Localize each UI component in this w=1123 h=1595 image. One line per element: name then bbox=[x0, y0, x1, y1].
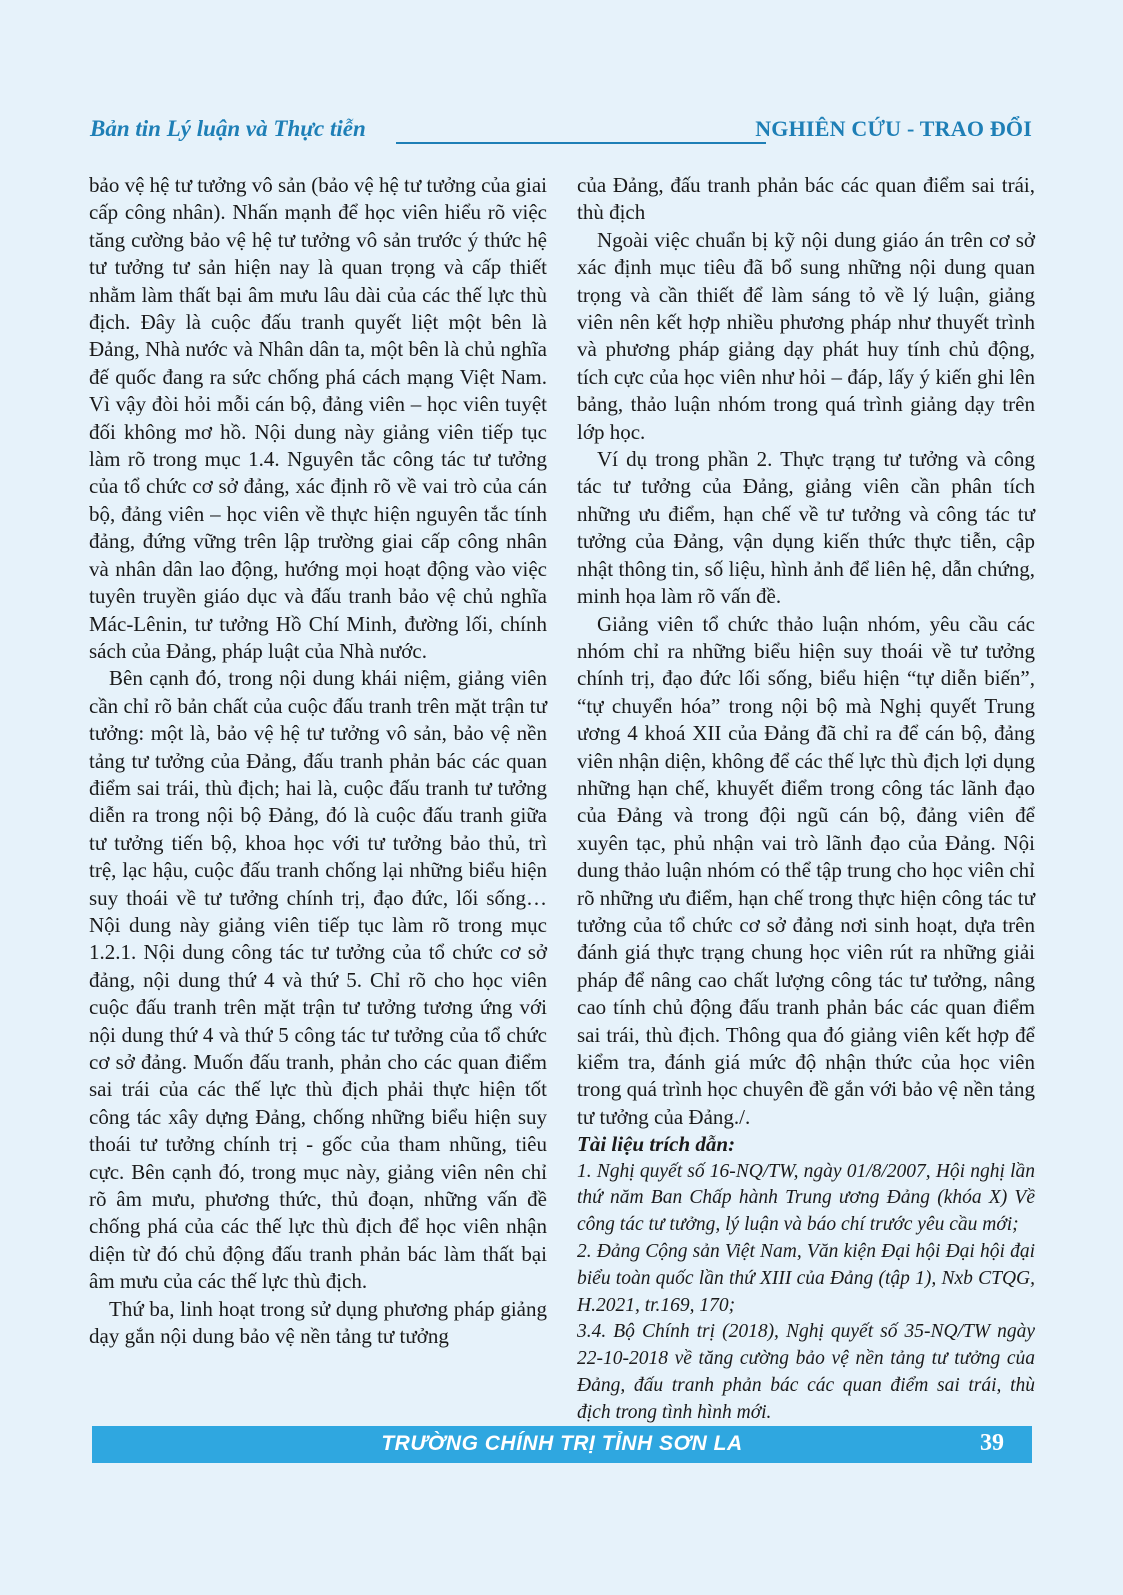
left-paragraph-1: bảo vệ hệ tư tưởng vô sản (bảo vệ hệ tư tưởng của giai cấp công nhân). Nhấn mạnh để học viên hiểu rõ việc tăng cường bảo vệ hệ tư tưởng vô sản trước ý thức hệ tư tưởng tư sản hiện nay là quan trọng và cấp thiết nhằm làm thất bại âm mưu lâu dài của các thế lực thù địch. Đây là cuộc đấu tranh quyết liệt một bên là Đảng, Nhà nước và Nhân dân ta, một bên là chủ nghĩa đế quốc đang ra sức chống phá cách mạng Việt Nam. Vì vậy đòi hỏi mỗi cán bộ, đảng viên – học viên tuyệt đối không mơ hồ. Nội dung này giảng viên tiếp tục làm rõ trong mục 1.4. Nguyên tắc công tác tư tưởng của tổ chức cơ sở đảng, xác định rõ về vai trò của cán bộ, đảng viên – học viên về thực hiện nguyên tắc tính đảng, đứng vững trên lập trường giai cấp công nhân và nhân dân lao động, hướng mọi hoạt động vào việc tuyên truyền giáo dục và đấu tranh bảo vệ chủ nghĩa Mác-Lênin, tư tưởng Hồ Chí Minh, đường lối, chính sách của Đảng, pháp luật của Nhà nước. bbox=[89, 173, 547, 663]
page-header bbox=[90, 112, 1032, 146]
left-paragraph-2: Bên cạnh đó, trong nội dung khái niệm, giảng viên cần chỉ rõ bản chất của cuộc đấu tranh trên mặt trận tư tưởng: một là, bảo vệ hệ tư tưởng vô sản, bảo vệ nền tảng tư tưởng của Đảng, đấu tranh phản bác các quan điểm sai trái, thù địch; hai là, cuộc đấu tranh tư tưởng diễn ra trong nội bộ Đảng, đó là cuộc đấu tranh giữa tư tưởng tiến bộ, khoa học với tư tưởng bảo thủ, trì trệ, lạc hậu, cuộc đấu tranh chống lại những biểu hiện suy thoái về tư tưởng chính trị, đạo đức, lối sống… Nội dung này giảng viên tiếp tục làm rõ trong mục 1.2.1. Nội dung công tác tư tưởng của tổ chức cơ sở đảng, nội dung thứ 4 và thứ 5. Chỉ rõ cho học viên cuộc đấu tranh trên mặt trận tư tưởng tương ứng với nội dung thứ 4 và thứ 5 công tác tư tưởng của tổ chức cơ sở đảng. Muốn đấu tranh, phản cho các quan điểm sai trái của các thế lực thù địch phải thực hiện tốt công tác xây dựng Đảng, chống những biểu hiện suy thoái tư tưởng chính trị - gốc của tham nhũng, tiêu cực. Bên cạnh đó, trong mục này, giảng viên nên chỉ rõ âm mưu, phương thức, thủ đoạn, những vấn đề chống phá của các thế lực thù địch để học viên nhận diện từ đó chủ động đấu tranh phản bác làm thất bại âm mưu của các thế lực thù địch. bbox=[89, 666, 547, 1294]
right-paragraph-4: Giảng viên tổ chức thảo luận nhóm, yêu cầu các nhóm chỉ ra những biểu hiện suy thoái về tư tưởng chính trị, đạo đức lối sống, biểu hiện “tự diễn biến”, “tự chuyển hóa” trong nội bộ mà Nghị quyết Trung ương 4 khoá XII của Đảng đã chỉ ra để cán bộ, đảng viên nhận diện, không để các thế lực thù địch lợi dụng những hạn chế, khuyết điểm trong công tác lãnh đạo của Đảng và trong đội ngũ cán bộ, đảng viên để xuyên tạc, phủ nhận vai trò lãnh đạo của Đảng. Nội dung thảo luận nhóm có thể tập trung cho học viên chỉ rõ những ưu điểm, hạn chế trong thực hiện công tác tư tưởng của tổ chức cơ sở đảng nơi sinh hoạt, dựa trên đánh giá thực trạng chung học viên rút ra những giải pháp để nâng cao chất lượng công tác tư tưởng, nâng cao tính chủ động đấu tranh phản bác các quan điểm sai trái, thù địch. Thông qua đó giảng viên kết hợp để kiểm tra, đánh giá mức độ nhận thức của học viên trong quá trình học chuyên đề gắn với bảo vệ nền tảng tư tưởng của Đảng./. bbox=[577, 611, 1035, 1129]
reference-item: 1. Nghị quyết số 16-NQ/TW, ngày 01/8/2007, Hội nghị lần thứ năm Ban Chấp hành Trung ương Đảng (khóa X) Về công tác tư tưởng, lý luận và báo chí trước yêu cầu mới; bbox=[577, 1160, 1035, 1236]
page-number: 39 bbox=[980, 1430, 1004, 1456]
left-paragraph-3: Thứ ba, linh hoạt trong sử dụng phương pháp giảng dạy gắn nội dung bảo vệ nền tảng tư tưởng bbox=[89, 1296, 547, 1349]
right-paragraph-2: Ngoài việc chuẩn bị kỹ nội dung giáo án trên cơ sở xác định mục tiêu đã bổ sung những nội dung quan trọng và cần thiết để làm sáng tỏ về lý luận, giảng viên nên kết hợp nhiều phương pháp như thuyết trình và phương pháp giảng dạy phát huy tính chủ động, tích cực của học viên như hỏi – đáp, lấy ý kiến ghi lên bảng, thảo luận nhóm trong quá trình giảng dạy trên lớp học. bbox=[577, 227, 1035, 444]
header-rule bbox=[396, 142, 766, 144]
page-footer bbox=[92, 1426, 1032, 1463]
right-paragraph-3: Ví dụ trong phần 2. Thực trạng tư tưởng và công tác tư tưởng của Đảng, giảng viên cần phân tích những ưu điểm, hạn chế về tư tưởng và công tác tư tưởng của Đảng, vận dụng kiến thức thực tiễn, cập nhật thông tin, số liệu, hình ảnh để liên hệ, dẫn chứng, minh họa làm rõ vấn đề. bbox=[577, 447, 1035, 609]
reference-item: 2. Đảng Cộng sản Việt Nam, Văn kiện Đại hội Đại hội đại biểu toàn quốc lần thứ XIII của Đảng (tập 1), Nxb CTQG, H.2021, tr.169, 170; bbox=[577, 1241, 1035, 1316]
footer-institution: TRƯỜNG CHÍNH TRỊ TỈNH SƠN LA bbox=[381, 1432, 743, 1455]
right-column bbox=[577, 172, 1035, 1427]
right-paragraph-1: của Đảng, đấu tranh phản bác các quan điểm sai trái, thù địch bbox=[577, 173, 1035, 225]
references-heading: Tài liệu trích dẫn: bbox=[577, 1132, 736, 1157]
section-title: NGHIÊN CỨU - TRAO ĐỔI bbox=[755, 116, 1032, 141]
publication-title: Bản tin Lý luận và Thực tiễn bbox=[90, 116, 366, 141]
reference-item: 3.4. Bộ Chính trị (2018), Nghị quyết số 35-NQ/TW ngày 22-10-2018 về tăng cường bảo vệ nền tảng tư tưởng của Đảng, đấu tranh phản bác các quan điểm sai trái, thù địch trong tình hình mới. bbox=[577, 1321, 1035, 1423]
left-column bbox=[89, 172, 547, 1350]
